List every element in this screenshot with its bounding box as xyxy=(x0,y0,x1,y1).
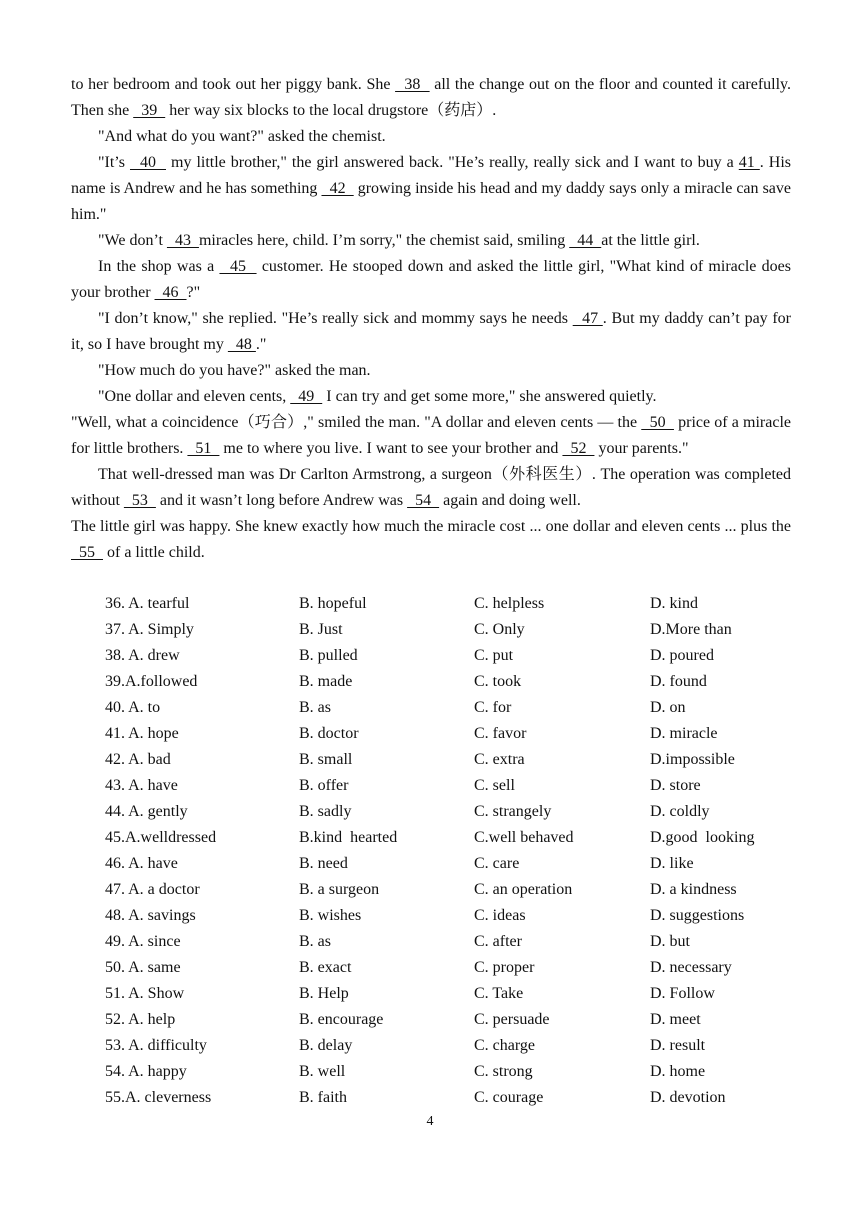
option-d: D. a kindness xyxy=(650,881,737,898)
paragraph xyxy=(71,306,791,358)
question-options-row xyxy=(105,799,805,825)
answer-blank: 45 xyxy=(219,258,257,275)
answer-blank: 39 xyxy=(133,102,166,119)
option-c: C. took xyxy=(474,673,522,690)
question-options-row xyxy=(105,643,805,669)
answer-blank: 43 xyxy=(166,232,199,249)
page-number: 4 xyxy=(426,1114,434,1129)
passage xyxy=(71,72,791,566)
question-options-row xyxy=(105,617,805,643)
passage-text: me to where you live. I want to see your brother and xyxy=(219,440,563,457)
option-a: 46. A. have xyxy=(105,855,178,872)
option-d: D. on xyxy=(650,699,686,716)
paragraph xyxy=(71,254,791,306)
option-a: 51. A. Show xyxy=(105,985,185,1002)
option-b: B. need xyxy=(299,855,348,872)
option-b: B. sadly xyxy=(299,803,352,820)
option-c: C. proper xyxy=(474,959,535,976)
paragraph xyxy=(71,384,791,410)
option-c: C. Only xyxy=(474,621,525,638)
option-d: D. like xyxy=(650,855,694,872)
option-b: B. exact xyxy=(299,959,352,976)
answer-blank: 47 xyxy=(572,310,603,327)
option-d: D.More than xyxy=(650,621,732,638)
option-a: 38. A. drew xyxy=(105,647,180,664)
passage-text: . But my daddy can’t pay for it, so I have brought my xyxy=(71,310,792,353)
option-d: D. store xyxy=(650,777,701,794)
passage-text: "How much do you have?" asked the man. xyxy=(98,362,371,379)
option-a: 52. A. help xyxy=(105,1011,176,1028)
option-c: C. Take xyxy=(474,985,524,1002)
passage-text: and it wasn’t long before Andrew was xyxy=(155,492,408,509)
option-b: B. faith xyxy=(299,1089,347,1106)
passage-text: of a little child. xyxy=(103,544,205,561)
passage-text: In the shop was a xyxy=(98,258,220,275)
passage-text: ." xyxy=(255,336,267,353)
option-a: 49. A. since xyxy=(105,933,181,950)
question-options-row xyxy=(105,695,805,721)
option-c: C. strong xyxy=(474,1063,533,1080)
passage-text: That well-dressed man was Dr Carlton Armstrong, a surgeon（外科医生）. The operation was completed without xyxy=(71,466,791,509)
question-options-row xyxy=(105,1059,805,1085)
paragraph xyxy=(71,514,791,566)
passage-text: . His name is Andrew and he has something xyxy=(71,154,792,197)
passage-text: again and doing well. xyxy=(439,492,581,509)
option-b: B.kind hearted xyxy=(299,829,398,846)
answer-blank: 50 xyxy=(641,414,674,431)
answer-blank: 51 xyxy=(187,440,220,457)
option-c: C. care xyxy=(474,855,520,872)
answer-blank: 46 xyxy=(154,284,187,301)
option-c: C. after xyxy=(474,933,522,950)
passage-text: The little girl was happy. She knew exactly how much the miracle cost ... one dollar and eleven cents ... plus the xyxy=(71,518,791,535)
question-options-row xyxy=(105,1085,805,1111)
question-options-row xyxy=(105,747,805,773)
paragraph xyxy=(71,72,791,124)
option-d: D.good looking xyxy=(650,829,755,846)
paragraph xyxy=(71,410,791,462)
option-b: B. small xyxy=(299,751,353,768)
question-options-row xyxy=(105,1007,805,1033)
option-b: B. delay xyxy=(299,1037,353,1054)
passage-text: "And what do you want?" asked the chemist. xyxy=(98,128,386,145)
option-a: 43. A. have xyxy=(105,777,178,794)
answer-blank: 54 xyxy=(407,492,440,509)
answer-blank: 52 xyxy=(562,440,595,457)
option-c: C. an operation xyxy=(474,881,573,898)
passage-text: ?" xyxy=(186,284,201,301)
passage-text: all the change out on the floor and counted it carefully. Then she xyxy=(71,76,792,119)
option-d: D. Follow xyxy=(650,985,715,1002)
question-options-row xyxy=(105,825,805,851)
question-options-row xyxy=(105,955,805,981)
answer-blank: 53 xyxy=(123,492,156,509)
question-options-row xyxy=(105,1033,805,1059)
option-a: 47. A. a doctor xyxy=(105,881,200,898)
paragraph xyxy=(71,228,791,254)
option-b: B. Just xyxy=(299,621,343,638)
passage-text: I can try and get some more," she answered quietly. xyxy=(322,388,657,405)
question-options-row xyxy=(105,851,805,877)
option-c: C. extra xyxy=(474,751,525,768)
option-a: 55.A. cleverness xyxy=(105,1089,212,1106)
option-b: B. wishes xyxy=(299,907,362,924)
option-d: D. found xyxy=(650,673,707,690)
passage-text: customer. He stooped down and asked the little girl, "What kind of miracle does your brother xyxy=(71,258,791,301)
question-options-row xyxy=(105,929,805,955)
option-a: 45.A.welldressed xyxy=(105,829,217,846)
option-d: D. coldly xyxy=(650,803,710,820)
option-d: D. home xyxy=(650,1063,706,1080)
option-c: C. persuade xyxy=(474,1011,550,1028)
option-c: C. put xyxy=(474,647,514,664)
option-c: C. courage xyxy=(474,1089,544,1106)
question-options-row xyxy=(105,721,805,747)
option-d: D.impossible xyxy=(650,751,735,768)
option-b: B. hopeful xyxy=(299,595,367,612)
question-options-row xyxy=(105,981,805,1007)
passage-text: "It’s xyxy=(98,154,130,171)
question-options-row xyxy=(105,877,805,903)
option-a: 48. A. savings xyxy=(105,907,196,924)
option-c: C. sell xyxy=(474,777,515,794)
option-c: C. for xyxy=(474,699,512,716)
option-a: 37. A. Simply xyxy=(105,621,194,638)
passage-text: her way six blocks to the local drugstore（药店）. xyxy=(165,102,497,119)
passage-text: "I don’t know," she replied. "He’s really sick and mommy says he needs xyxy=(98,310,573,327)
option-d: D. poured xyxy=(650,647,714,664)
option-a: 50. A. same xyxy=(105,959,181,976)
option-d: D. devotion xyxy=(650,1089,726,1106)
passage-text: at the little girl. xyxy=(601,232,700,249)
option-a: 41. A. hope xyxy=(105,725,179,742)
answer-blank: 40 xyxy=(129,154,166,171)
option-b: B. doctor xyxy=(299,725,359,742)
option-a: 42. A. bad xyxy=(105,751,171,768)
option-b: B. Help xyxy=(299,985,349,1002)
passage-text: your parents." xyxy=(594,440,689,457)
option-b: B. offer xyxy=(299,777,349,794)
question-options-row xyxy=(105,669,805,695)
option-d: D. necessary xyxy=(650,959,732,976)
option-b: B. pulled xyxy=(299,647,358,664)
option-d: D. result xyxy=(650,1037,706,1054)
paragraph xyxy=(71,462,791,514)
option-c: C. charge xyxy=(474,1037,536,1054)
option-c: C. helpless xyxy=(474,595,545,612)
option-b: B. as xyxy=(299,699,331,716)
answer-blank: 44 xyxy=(569,232,602,249)
question-options-row xyxy=(105,903,805,929)
passage-text: to her bedroom and took out her piggy bank. She xyxy=(71,76,396,93)
passage-text: "One dollar and eleven cents, xyxy=(98,388,291,405)
answer-blank: 42 xyxy=(321,180,354,197)
passage-text: "We don’t xyxy=(98,232,167,249)
answer-blank: 48 xyxy=(227,336,256,353)
option-a: 53. A. difficulty xyxy=(105,1037,207,1054)
passage-text: my little brother," the girl answered back. "He’s really, really sick and I want to buy a xyxy=(166,154,739,171)
passage-text: miracles here, child. I’m sorry," the chemist said, smiling xyxy=(198,232,570,249)
option-b: B. well xyxy=(299,1063,346,1080)
option-a: 40. A. to xyxy=(105,699,161,716)
paragraph xyxy=(71,358,791,384)
option-d: D. miracle xyxy=(650,725,718,742)
option-a: 44. A. gently xyxy=(105,803,188,820)
paragraph xyxy=(71,124,791,150)
option-b: B. a surgeon xyxy=(299,881,380,898)
options-list xyxy=(105,591,805,1111)
answer-blank: 41 xyxy=(738,154,760,171)
option-a: 36. A. tearful xyxy=(105,595,190,612)
option-c: C. strangely xyxy=(474,803,552,820)
question-options-row xyxy=(105,591,805,617)
paragraph xyxy=(71,150,791,228)
passage-text: price of a miracle for little brothers. xyxy=(71,414,792,457)
option-c: C. favor xyxy=(474,725,527,742)
answer-blank: 38 xyxy=(395,76,430,93)
option-c: C. ideas xyxy=(474,907,526,924)
option-d: D. suggestions xyxy=(650,907,745,924)
option-b: B. made xyxy=(299,673,353,690)
passage-text: growing inside his head and my daddy says only a miracle can save him." xyxy=(71,180,792,223)
option-b: B. encourage xyxy=(299,1011,384,1028)
option-b: B. as xyxy=(299,933,331,950)
answer-blank: 49 xyxy=(290,388,323,405)
passage-text: "Well, what a coincidence（巧合）," smiled the man. "A dollar and eleven cents — the xyxy=(71,414,642,431)
option-a: 39.A.followed xyxy=(105,673,198,690)
question-options-row xyxy=(105,773,805,799)
option-d: D. meet xyxy=(650,1011,701,1028)
option-d: D. kind xyxy=(650,595,698,612)
option-a: 54. A. happy xyxy=(105,1063,187,1080)
option-d: D. but xyxy=(650,933,690,950)
answer-blank: 55 xyxy=(71,544,103,561)
option-c: C.well behaved xyxy=(474,829,574,846)
